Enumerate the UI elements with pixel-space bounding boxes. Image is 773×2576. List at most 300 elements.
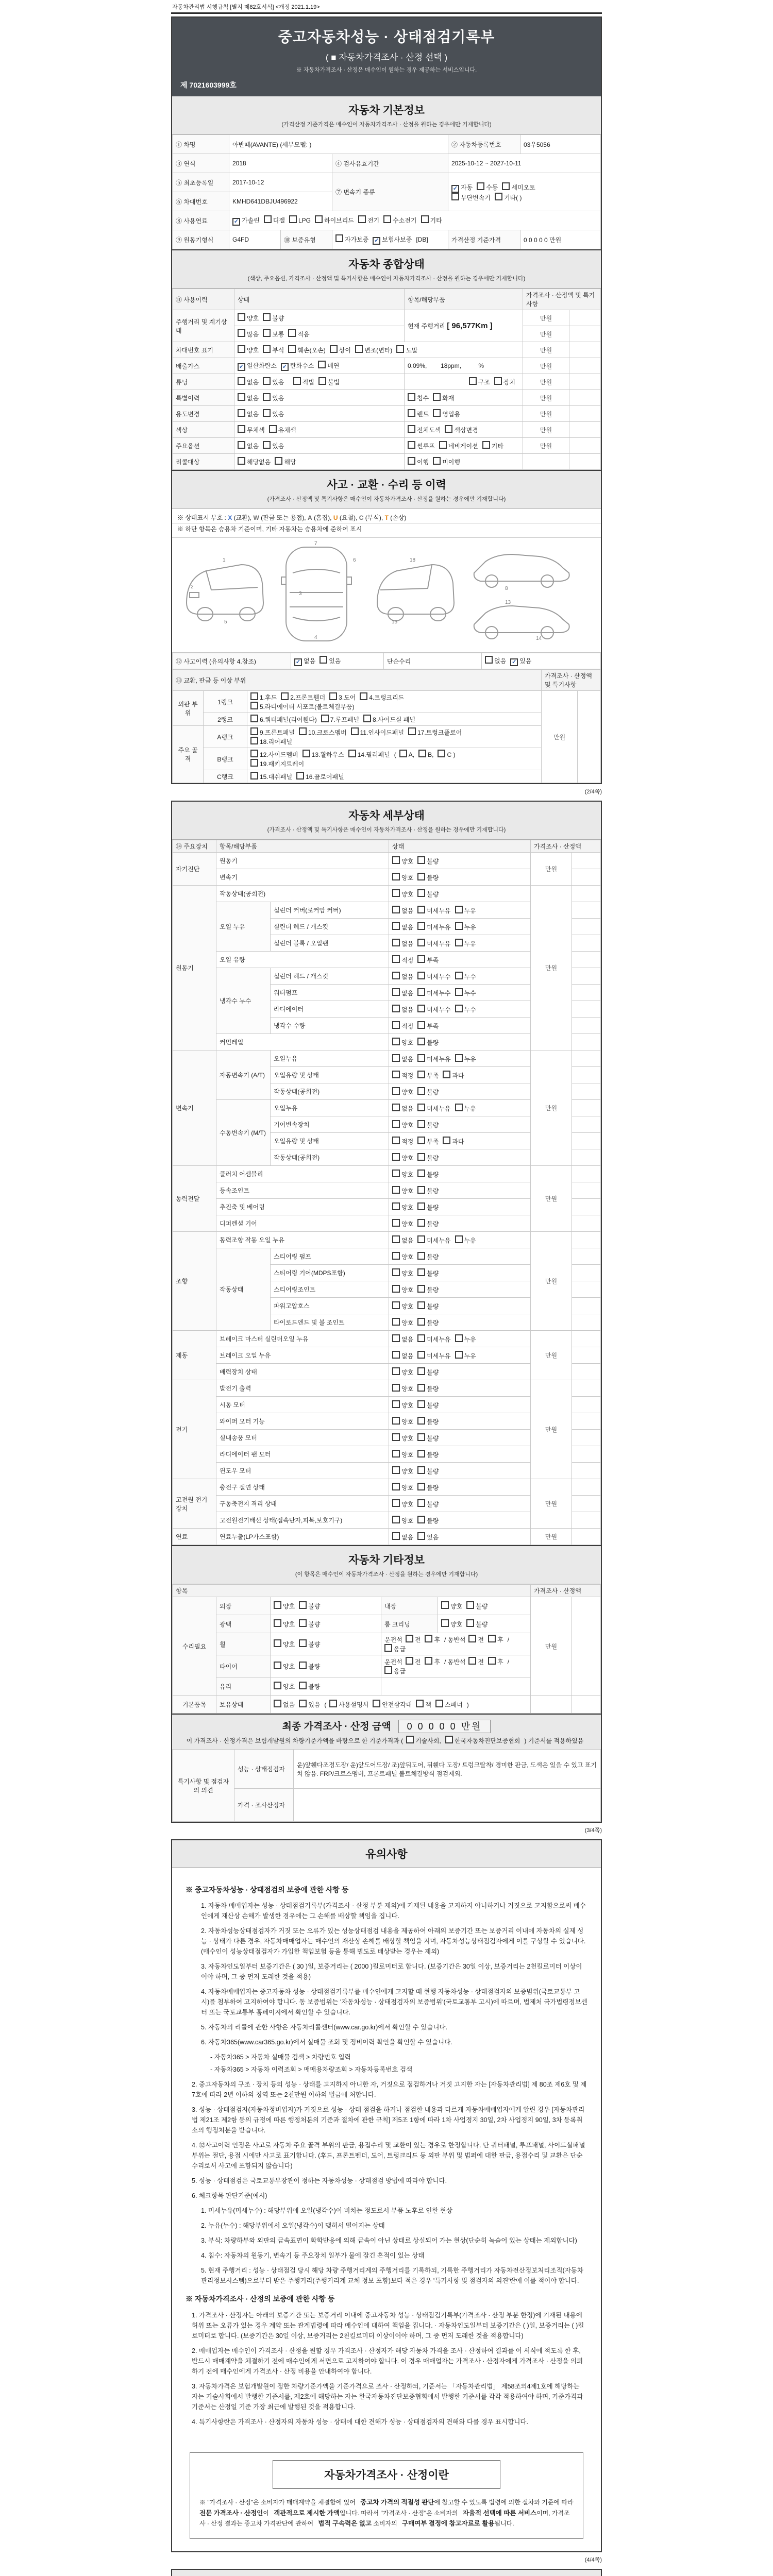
checkbox-없음[interactable]	[392, 1005, 413, 1014]
notice-line: 2. 매매업자는 매수인이 가격조사 · 산정을 원할 경우 가격조사 · 산정자가 해당 자동차 가격을 조사 · 산정하여 결과를 이 서식에 적도록 한 후, 반드시 매매계약을 체결하기 전에 매수인에게 서면으로 고지하여야 합니다. 이 경우 매매업자는 가격조사 · 산정자에게 가격조사 · 산정을 의뢰하기 전에 매수인에게 가격조사 · 산정 비용을 안내하여야 합니다.	[192, 2347, 583, 2375]
checkbox-불량[interactable]	[417, 1384, 439, 1393]
checkbox-label: 도말	[406, 347, 418, 354]
checkbox-무채색[interactable]	[238, 425, 265, 434]
checkbox-양호[interactable]	[392, 1153, 413, 1162]
checkbox-label: 수동	[486, 183, 498, 191]
checkbox-B,[interactable]	[418, 750, 433, 758]
remark-cell	[578, 691, 601, 783]
bold-text: 구매여부 결정에 참고자료로 활용	[402, 2520, 495, 2528]
checkbox-icon	[417, 1153, 425, 1161]
checkbox-icon	[455, 1005, 463, 1012]
checkbox-후[interactable]	[488, 1635, 503, 1644]
checkbox-하이브리드[interactable]	[315, 215, 354, 225]
checkbox-불량[interactable]	[417, 1170, 439, 1179]
checkbox-11.인사이드패널[interactable]	[351, 727, 404, 737]
overall-state-table	[172, 289, 601, 470]
checkbox-불량[interactable]	[417, 1268, 439, 1278]
checkbox-불량[interactable]	[417, 1516, 439, 1525]
checkbox-미세누유[interactable]	[417, 922, 450, 931]
checkbox-잭[interactable]	[416, 1700, 431, 1709]
checkbox-누유[interactable]	[455, 1104, 476, 1113]
checkbox-전[interactable]	[406, 1635, 421, 1644]
checkbox-부족[interactable]	[417, 1137, 439, 1146]
checkbox-불량[interactable]	[417, 1038, 439, 1047]
checkbox-양호[interactable]	[392, 1170, 413, 1179]
checkbox-양호[interactable]	[392, 1318, 413, 1327]
checkbox-불량[interactable]	[417, 1483, 439, 1492]
label-fuel: ⑧ 사용연료	[173, 211, 229, 230]
checkbox-icon	[299, 1619, 307, 1627]
checkbox-안전삼각대[interactable]	[373, 1700, 412, 1709]
checkbox-16.플로어패널[interactable]	[296, 772, 344, 781]
checkbox-없음[interactable]	[392, 1532, 413, 1541]
checkbox-있음[interactable]	[417, 1532, 439, 1541]
notice-line: 3. 자동차가격은 보험개발원이 정한 차량기준가액을 기준가격으로 조사 · 산정하되, 기준서는 「자동차관리법」 제58조의4제1호에 해당하는 자는 기술사회에서 발행한 기준서를, 제2호에 해당하는 자는 한국자동차진단보증협회에서 발행한 기준서를 각각 적용하여야 하며, 기준가격과 기준서는 산정일 기준 가장 최근에 발행된 것을 적용합니다.	[192, 2382, 583, 2411]
checkbox-부족[interactable]	[417, 955, 439, 964]
checkbox-불량[interactable]	[417, 1087, 439, 1096]
detail-row	[173, 1331, 601, 1347]
checkbox-양호[interactable]	[392, 1252, 413, 1261]
notice-line: 4. 특기사항란은 가격조사 · 산정자의 자동차 성능 · 상태에 대한 견해가 성능 · 상태점검자의 견해와 다를 경우 표시합니다.	[192, 2418, 528, 2426]
checkbox-누유[interactable]	[455, 1054, 476, 1063]
checkbox-누수[interactable]	[455, 972, 476, 981]
checkbox-불량[interactable]	[417, 1301, 439, 1311]
checked-checkbox-icon: ✓	[451, 185, 459, 193]
checkbox-누수[interactable]	[455, 988, 476, 997]
checkbox-14.필러패널[interactable]	[348, 750, 390, 759]
checkbox-가솔린[interactable]	[232, 216, 260, 226]
checkbox-미세누유[interactable]	[417, 1351, 450, 1360]
remark-cell	[572, 1166, 601, 1182]
checkbox-이행[interactable]	[408, 457, 429, 466]
checkbox-label: 후	[497, 1636, 503, 1643]
checkbox-5.라디에이터 서포트(볼트체결부품)[interactable]	[250, 702, 355, 711]
label-recall: 리콜대상	[173, 454, 234, 470]
checkbox-icon	[408, 409, 415, 417]
checkbox-없음[interactable]	[392, 1054, 413, 1063]
checkbox-없음[interactable]	[392, 972, 413, 981]
checkbox-후[interactable]	[488, 1657, 503, 1666]
checkbox-양호[interactable]	[392, 1466, 413, 1476]
checkbox-불량[interactable]	[299, 1639, 320, 1649]
checkbox-불량[interactable]	[299, 1601, 320, 1611]
checkbox-icon	[392, 906, 400, 913]
checkbox-양호[interactable]	[274, 1601, 295, 1611]
checkbox-있음[interactable]	[263, 441, 284, 450]
checkbox-적음[interactable]	[288, 329, 309, 338]
checkbox-전기[interactable]	[358, 215, 379, 225]
checkbox-8.사이드실 패널[interactable]	[363, 715, 415, 724]
checkbox-침수[interactable]	[408, 393, 429, 402]
checkbox-없음[interactable]	[392, 1334, 413, 1344]
checkbox-썬루프[interactable]	[408, 441, 435, 450]
checkbox-C )[interactable]	[438, 750, 455, 758]
checkbox-양호[interactable]	[274, 1619, 295, 1629]
checkbox-불량[interactable]	[417, 856, 439, 866]
checkbox-누수[interactable]	[455, 1005, 476, 1014]
checkbox-없음[interactable]	[485, 656, 506, 665]
checkbox-유채색[interactable]	[269, 425, 296, 434]
checkbox-양호[interactable]	[441, 1601, 462, 1611]
checkbox-자가보증[interactable]	[335, 234, 368, 244]
checkbox-응급[interactable]	[384, 1666, 406, 1675]
state-checks	[389, 968, 531, 985]
item-label: 충전구 절연 상태	[216, 1479, 389, 1496]
top-rule	[171, 12, 602, 14]
checkbox-label: 불량	[427, 1269, 439, 1277]
checkbox-훼손(오손)[interactable]	[288, 345, 325, 354]
checkbox-전[interactable]	[468, 1657, 484, 1666]
checkbox-label: 미세누유	[427, 1236, 451, 1244]
item-label: 실린더 블록 / 오일팬	[271, 935, 389, 952]
checkbox-양호[interactable]	[392, 1384, 413, 1393]
checkbox-미세누유[interactable]	[417, 1334, 450, 1344]
price-cell: 만원	[523, 422, 569, 438]
checkbox-양호[interactable]	[238, 313, 259, 323]
checkbox-일산화탄소[interactable]	[238, 361, 277, 371]
checkbox-label: 무단변속기	[461, 194, 491, 201]
checkbox-영업용[interactable]	[433, 409, 460, 418]
checkbox-양호[interactable]	[392, 1087, 413, 1096]
checkbox-장치[interactable]	[494, 377, 515, 386]
checkbox-불량[interactable]	[417, 873, 439, 882]
checkbox-수소전기[interactable]	[383, 215, 416, 225]
checkbox-17.트렁크플로어[interactable]	[408, 727, 462, 737]
checkbox-icon	[274, 1700, 281, 1707]
checkbox-미이행[interactable]	[433, 457, 460, 466]
checkbox-미세누유[interactable]	[417, 939, 450, 948]
checkbox-탄화수소[interactable]	[281, 361, 314, 371]
checkbox-보통[interactable]	[263, 329, 284, 338]
checkbox-label: 누유	[464, 923, 476, 931]
checkbox-양호[interactable]	[392, 1202, 413, 1212]
checkbox-label: 누유	[464, 940, 476, 947]
checkbox-누유[interactable]	[455, 922, 476, 931]
checkbox-icon	[238, 457, 245, 465]
checkbox-LPG[interactable]	[289, 215, 311, 224]
checkbox-label: 미세누유	[427, 940, 451, 947]
checkbox-적법[interactable]	[293, 377, 314, 386]
checkbox-불량[interactable]	[299, 1619, 320, 1629]
checkbox-양호[interactable]	[392, 889, 413, 899]
checkbox-누유[interactable]	[455, 1351, 476, 1360]
checkbox-label: 이행	[417, 459, 429, 466]
checkbox-불량[interactable]	[417, 1219, 439, 1228]
checkbox-있음[interactable]	[299, 1700, 320, 1709]
checkbox-없음[interactable]	[294, 656, 315, 666]
checkbox-후[interactable]	[425, 1657, 440, 1666]
checkbox-15.대쉬패널[interactable]	[250, 772, 292, 781]
checkbox-10.크로스멤버[interactable]	[299, 727, 347, 737]
checkbox-없음[interactable]	[238, 393, 259, 402]
checkbox-label: 불량	[427, 890, 439, 898]
checkbox-불량[interactable]	[417, 1499, 439, 1509]
checkbox-A,[interactable]	[399, 750, 414, 758]
checkbox-누유[interactable]	[455, 906, 476, 915]
checkbox-사용설명서[interactable]	[329, 1700, 368, 1709]
checkbox-양호[interactable]	[392, 1219, 413, 1228]
checkbox-있음[interactable]	[263, 409, 284, 418]
checkbox-전[interactable]	[406, 1657, 421, 1666]
checkbox-미세누유[interactable]	[417, 906, 450, 915]
checkbox-있음[interactable]	[510, 656, 531, 666]
checkbox-없음[interactable]	[392, 922, 413, 931]
checkbox-불량[interactable]	[417, 1120, 439, 1129]
checkbox-변조(변타)[interactable]	[355, 345, 392, 354]
checkbox-1.후드[interactable]	[250, 692, 277, 702]
item-label: 변속기	[216, 869, 389, 886]
checkbox-양호[interactable]	[441, 1619, 462, 1629]
checkbox-없음[interactable]	[392, 1351, 413, 1360]
checkbox-7.루프패널[interactable]	[321, 715, 359, 724]
checkbox-부식[interactable]	[263, 345, 284, 354]
label-exterior: 외장	[216, 1597, 271, 1615]
checkbox-label: A,	[408, 751, 415, 758]
checkbox-미세누유[interactable]	[417, 1104, 450, 1113]
checkbox-없음[interactable]	[392, 906, 413, 915]
table-row	[173, 438, 601, 454]
checkbox-전체도색[interactable]	[408, 425, 441, 434]
state-code: C	[359, 514, 364, 521]
checkbox-icon	[392, 1038, 400, 1045]
label-tire: 타이어	[216, 1655, 271, 1677]
checkbox-해당[interactable]	[275, 457, 296, 466]
checkbox-스패너[interactable]	[435, 1700, 463, 1709]
item-label: 라디에이터	[271, 1001, 389, 1018]
checkbox-icon	[392, 1483, 400, 1490]
checkbox-label: 유채색	[278, 427, 296, 434]
checkbox-많음[interactable]	[238, 329, 259, 338]
checkbox-없음[interactable]	[274, 1700, 295, 1709]
checkbox-icon	[299, 727, 307, 735]
checkbox-양호[interactable]	[274, 1682, 295, 1691]
checkbox-불량[interactable]	[417, 1252, 439, 1261]
checkbox-양호[interactable]	[392, 1400, 413, 1410]
text: / 동반석	[444, 1658, 466, 1666]
item-label: 구동축전지 격리 상태	[216, 1496, 389, 1512]
checkbox-불량[interactable]	[417, 1367, 439, 1377]
checkbox-불량[interactable]	[417, 1450, 439, 1459]
checkbox-양호[interactable]	[392, 1038, 413, 1047]
checkbox-불량[interactable]	[466, 1601, 488, 1611]
final-price-note	[175, 1736, 598, 1745]
checkbox-icon	[417, 1104, 425, 1111]
checkbox-있음[interactable]	[263, 377, 284, 386]
checkbox-없음[interactable]	[238, 377, 259, 386]
checkbox-미세누유[interactable]	[417, 1235, 450, 1245]
page-subtitle: ( ■ 자동차가격조사 · 산정 선택 )	[325, 53, 448, 62]
checkbox-수동[interactable]	[477, 182, 498, 192]
checkbox-12.사이드멤버[interactable]	[250, 750, 298, 759]
text: / 동반석	[444, 1636, 466, 1643]
remark-cell	[572, 1100, 601, 1116]
checkbox-양호[interactable]	[392, 1186, 413, 1195]
remark-cell	[569, 454, 601, 470]
checkbox-있음[interactable]	[263, 393, 284, 402]
checkbox-18.리어패널[interactable]	[250, 737, 292, 746]
checkbox-icon	[392, 1120, 400, 1128]
checkbox-icon	[417, 1400, 425, 1408]
notice-line: - 자동차365 > 자동차 이력조회 > 매매용차량조회 > 자동차등록번호 검색	[210, 2066, 413, 2074]
checkbox-icon	[392, 1054, 400, 1062]
checkbox-6.쿼터패널(리어휀다)[interactable]	[250, 715, 317, 724]
checkbox-양호[interactable]	[392, 1516, 413, 1525]
checkbox-icon	[274, 1619, 281, 1627]
checkbox-없음[interactable]	[392, 988, 413, 997]
checkbox-불량[interactable]	[417, 1417, 439, 1426]
checkbox-icon	[418, 750, 426, 757]
checkbox-icon	[392, 1186, 400, 1194]
checkbox-icon	[250, 750, 258, 757]
detail-row	[173, 1380, 601, 1397]
checkbox-디젤[interactable]	[264, 215, 285, 225]
checkbox-누유[interactable]	[455, 939, 476, 948]
checkbox-응급[interactable]	[384, 1644, 406, 1653]
checkbox-불량[interactable]	[417, 1202, 439, 1212]
state-checks	[389, 1034, 531, 1050]
checkbox-자동[interactable]	[451, 183, 473, 193]
checkbox-불량[interactable]	[417, 1400, 439, 1410]
checkbox-불량[interactable]	[417, 1186, 439, 1195]
checkbox-양호[interactable]	[392, 1450, 413, 1459]
checkbox-불량[interactable]	[417, 1285, 439, 1294]
checkbox-양호[interactable]	[392, 1301, 413, 1311]
checkbox-누유[interactable]	[455, 1235, 476, 1245]
car-diagram-svg	[175, 541, 598, 647]
checkbox-없음[interactable]	[392, 1104, 413, 1113]
checkbox-불량[interactable]	[417, 1466, 439, 1476]
checkbox-양호[interactable]	[392, 1483, 413, 1492]
checkbox-기술사회,[interactable]	[406, 1736, 441, 1745]
checkbox-불량[interactable]	[417, 1153, 439, 1162]
checkbox-한국자동차진단보증협회[interactable]	[445, 1736, 520, 1745]
checkbox-네비게이션[interactable]	[439, 441, 478, 450]
remark-cell	[572, 1512, 601, 1529]
checkbox-양호[interactable]	[238, 345, 259, 354]
checkbox-후[interactable]	[425, 1635, 440, 1644]
checkbox-없음[interactable]	[238, 409, 259, 418]
checkbox-icon	[417, 955, 425, 963]
checkbox-양호[interactable]	[392, 1268, 413, 1278]
checkbox-양호[interactable]	[392, 1285, 413, 1294]
state-checks	[389, 1182, 531, 1199]
price-cell: 만원	[531, 1331, 572, 1380]
checkbox-적정[interactable]	[392, 955, 413, 964]
checkbox-있음[interactable]	[320, 656, 341, 665]
checkbox-보험사보증[interactable]	[373, 235, 412, 245]
checkbox-icon	[445, 425, 452, 433]
checkbox-세미오토[interactable]	[502, 182, 535, 192]
label-mileage: 주행거리 및 계기상태	[173, 310, 234, 342]
checkbox-불량[interactable]	[299, 1682, 320, 1691]
checkbox-과다[interactable]	[443, 1071, 464, 1080]
checkbox-부족[interactable]	[417, 1021, 439, 1030]
svg-text:3: 3	[299, 591, 302, 597]
checkbox-양호[interactable]	[274, 1639, 295, 1649]
checkbox-9.프론트패널[interactable]	[250, 727, 295, 737]
checkbox-미세누수[interactable]	[417, 972, 450, 981]
checkbox-불법[interactable]	[318, 377, 340, 386]
checkbox-4.트렁크리드[interactable]	[360, 692, 404, 702]
checkbox-색상변경[interactable]	[445, 425, 478, 434]
checkbox-icon	[408, 457, 415, 465]
checkbox-구조[interactable]	[469, 377, 490, 386]
checkbox-상이[interactable]	[330, 345, 351, 354]
checkbox-icon	[263, 377, 271, 385]
checkbox-icon	[417, 1235, 425, 1243]
checkbox-불량[interactable]	[417, 1433, 439, 1443]
checkbox-icon	[250, 715, 258, 722]
checkbox-기타( )[interactable]	[495, 193, 522, 202]
checkbox-2.프론트휀더[interactable]	[281, 692, 325, 702]
checkbox-양호[interactable]	[392, 1367, 413, 1377]
checkbox-전[interactable]	[468, 1635, 484, 1644]
checkbox-적정[interactable]	[392, 1071, 413, 1080]
label-vin-marking: 차대번호 표기	[173, 342, 234, 358]
checkbox-양호[interactable]	[392, 1433, 413, 1443]
checkbox-미세누수[interactable]	[417, 1005, 450, 1014]
checkbox-도말[interactable]	[396, 345, 417, 354]
checkbox-icon	[238, 393, 245, 401]
checkbox-양호[interactable]	[274, 1662, 295, 1671]
checkbox-무단변속기[interactable]	[451, 193, 491, 202]
checkbox-적정[interactable]	[392, 1137, 413, 1146]
table-row	[173, 135, 601, 154]
checkbox-양호[interactable]	[392, 1417, 413, 1426]
checkbox-양호[interactable]	[392, 856, 413, 866]
checkbox-icon	[263, 441, 271, 449]
checkbox-기타[interactable]	[482, 441, 503, 450]
checkbox-매연[interactable]	[318, 361, 339, 370]
checkbox-과다[interactable]	[443, 1137, 464, 1146]
checkbox-양호[interactable]	[392, 873, 413, 882]
item-label: 원동기	[216, 853, 389, 869]
checkbox-화재[interactable]	[433, 393, 454, 402]
checkbox-누유[interactable]	[455, 1334, 476, 1344]
checkbox-icon	[392, 1268, 400, 1276]
state-checks	[389, 1298, 531, 1314]
checkbox-미세누수[interactable]	[417, 988, 450, 997]
checkbox-불량[interactable]	[417, 889, 439, 899]
checkbox-렌트[interactable]	[408, 409, 429, 418]
checkbox-불량[interactable]	[299, 1662, 320, 1671]
checkbox-label: 불량	[308, 1683, 321, 1690]
checkbox-적정[interactable]	[392, 1021, 413, 1030]
section-etc-note: (이 항목은 매수인이 자동차가격조사 · 산정을 원하는 경우에만 기재합니다)	[295, 1571, 478, 1578]
notice-line: 2. 자동차성능상태점검자가 거짓 또는 오류가 있는 성능상태점검 내용을 제공하여 아래의 보증기간 또는 보증거리 이내에 자동차의 실제 성능 · 상태가 다른 경우, 자동차매매업자는 매수인의 재산상 손해를 배상할 책임을 지며, 자동차성능상태점검자에게 이를 구상할 수 있습니다.(매수인이 성능상태점검자가 가입한 책임보험 등을 통해 별도로 배상받는 경우는 제외)	[201, 1927, 586, 1956]
checkbox-icon	[238, 345, 245, 353]
checkbox-해당없음[interactable]	[238, 457, 271, 466]
checkbox-미세누유[interactable]	[417, 1054, 450, 1063]
checkbox-label: 없음	[401, 1006, 414, 1013]
checkbox-양호[interactable]	[392, 1499, 413, 1509]
checkbox-없음[interactable]	[238, 441, 259, 450]
subgroup-label: 작동상태	[216, 1248, 271, 1331]
checkbox-부족[interactable]	[417, 1071, 439, 1080]
checkbox-불량[interactable]	[466, 1619, 488, 1629]
checkbox-없음[interactable]	[392, 1235, 413, 1245]
checkbox-13.휠하우스[interactable]	[303, 750, 344, 759]
checkbox-불량[interactable]	[263, 313, 284, 323]
checkbox-없음[interactable]	[392, 939, 413, 948]
text: 됩니다.	[494, 2520, 514, 2528]
checkbox-양호[interactable]	[392, 1120, 413, 1129]
checkbox-불량[interactable]	[417, 1318, 439, 1327]
checkbox-기타[interactable]	[421, 215, 442, 225]
checkbox-19.패키지트레이[interactable]	[250, 759, 304, 768]
state-code-desc: (손상)	[388, 514, 407, 521]
checkbox-3.도어[interactable]	[329, 692, 356, 702]
